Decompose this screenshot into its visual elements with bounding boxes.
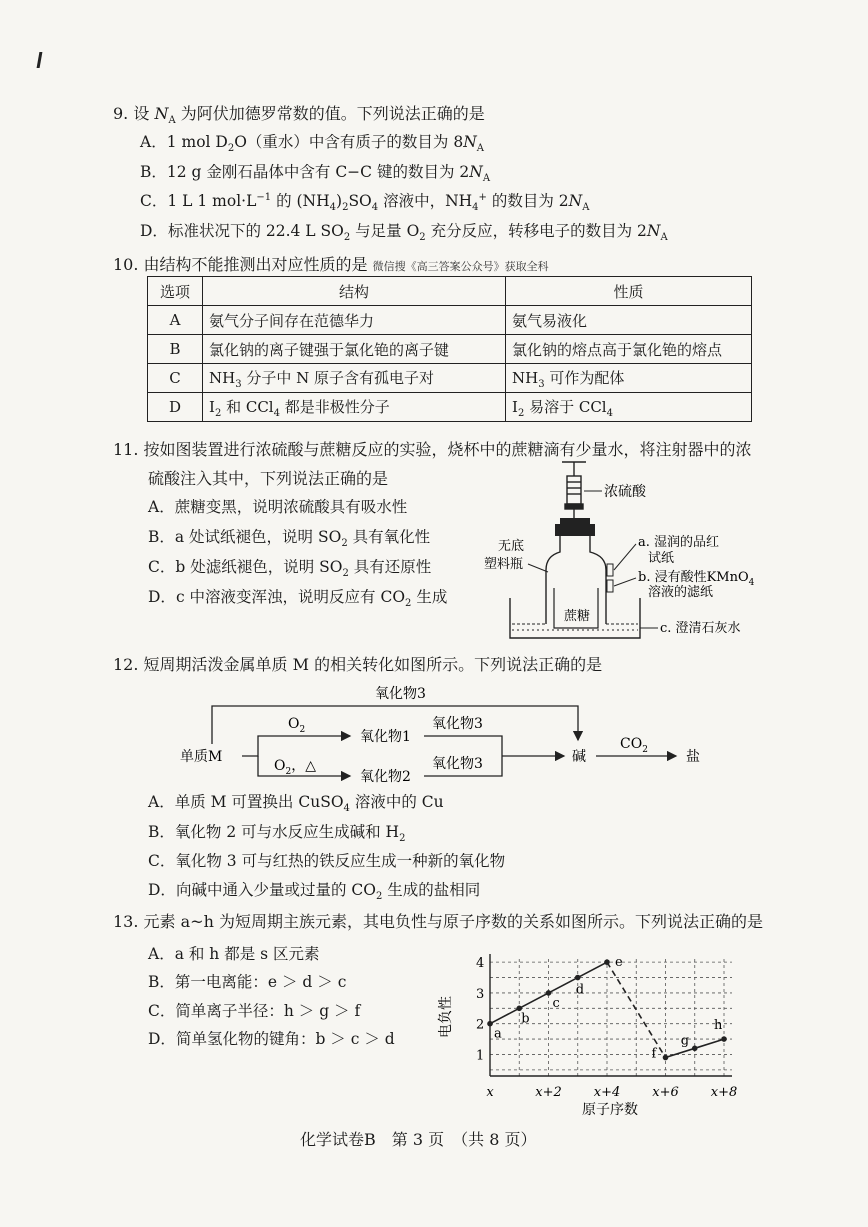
q12-option-b: B．氧化物 2 可与水反应生成碱和 $H_2$ — [148, 823, 406, 845]
paper-a — [607, 564, 613, 576]
row-structure: $I_2$ 和 CCl$_4$ 都是非极性分子 — [203, 393, 506, 422]
q9-option-d: D．标准状况下的 22.4 L $SO_2$ 与足量 $O_2$ 充分反应，转移电子的数目为 $2N_A$ — [140, 222, 668, 244]
series-line — [666, 1048, 695, 1057]
series-line — [549, 978, 578, 993]
header-property: 性质 — [506, 277, 752, 306]
x-tick-label: x — [486, 1085, 494, 1100]
label-c: c. 澄清石灰水 — [660, 621, 741, 636]
x-tick-label: x+8 — [710, 1085, 738, 1100]
label-b-1: b. 浸有酸性KMnO$_4$ — [638, 570, 755, 588]
stopper — [560, 518, 590, 524]
data-point — [546, 990, 552, 996]
data-point — [692, 1046, 698, 1052]
point-label: f — [651, 1046, 657, 1062]
q11-option-c: C．b 处滤纸褪色，说明 $SO_2$ 具有还原性 — [148, 558, 432, 580]
base: 碱 — [572, 749, 586, 765]
x-tick-label: x+2 — [535, 1085, 562, 1100]
row-option: D — [148, 393, 203, 422]
label-b-2: 溶液的滤纸 — [648, 585, 714, 600]
oxide3-lower: 氧化物3 — [432, 756, 483, 772]
point-label: a — [494, 1026, 502, 1042]
syringe-icon — [562, 462, 586, 518]
row-structure: $NH_3$ 分子中 N 原子含有孤电子对 — [203, 364, 506, 393]
q12-conversion-diagram — [170, 682, 730, 790]
q12-option-d: D．向碱中通入少量或过量的 $CO_2$ 生成的盐相同 — [148, 881, 481, 903]
oxide3-upper: 氧化物3 — [432, 716, 483, 732]
q13-option-a: A．a 和 h 都是 s 区元素 — [148, 945, 320, 963]
y-tick-label: 3 — [476, 986, 485, 1002]
q12-option-c: C．氧化物 3 可与红热的铁反应生成一种新的氧化物 — [148, 852, 506, 870]
table-row — [148, 393, 752, 422]
q9-option-c: C．1 L 1 $mol\cdot L^{-1}$ 的 $(NH_4)_2SO_4$ 溶液中，$NH_4^+$ 的数目为 $2N_A$ — [140, 191, 590, 214]
page-footer: 化学试卷B 第 3 页 （共 8 页） — [300, 1130, 537, 1149]
label-a-1: a. 湿润的品红 — [638, 535, 720, 550]
series-line — [519, 993, 548, 1008]
salt: 盐 — [686, 749, 700, 765]
x-tick-label: x+4 — [593, 1085, 621, 1100]
series-line — [578, 962, 607, 977]
o2-heat-label: $O_2$，△ — [274, 758, 316, 777]
q12-option-a: A．单质 M 可置换出 CuSO$_4$ 溶液中的 Cu — [148, 793, 444, 815]
q13-option-b: B．第一电离能：e ＞ d ＞ c — [148, 973, 347, 991]
data-point — [604, 959, 610, 965]
data-point — [663, 1055, 669, 1061]
sugar-label: 蔗糖 — [564, 609, 591, 624]
series-line — [695, 1039, 724, 1048]
table-header-row — [148, 277, 752, 306]
header-option: 选项 — [148, 277, 203, 306]
q10-table — [147, 276, 752, 422]
q11-option-d: D．c 中溶液变浑浊，说明反应有 $CO_2$ 生成 — [148, 588, 448, 610]
x-axis-label: 原子序数 — [582, 1102, 638, 1118]
row-property: 氯化钠的熔点高于氯化铯的熔点 — [506, 335, 752, 364]
data-point — [575, 975, 581, 981]
q11-option-a: A．蔗糖变黑，说明浓硫酸具有吸水性 — [148, 498, 408, 516]
q11-stem-line1: 11. 按如图装置进行浓硫酸与蔗糖反应的实验，烧杯中的蔗糖滴有少量水，将注射器中的浓 — [113, 440, 752, 459]
point-label: e — [615, 955, 623, 971]
table-row — [148, 335, 752, 364]
y-tick-label: 2 — [476, 1017, 485, 1033]
row-option: C — [148, 364, 203, 393]
q9-option-a: A．1 mol $D_2O$（重水）中含有质子的数目为 $8N_A$ — [140, 133, 485, 155]
apparatus-figure — [480, 460, 780, 642]
y-tick-label: 1 — [476, 1048, 485, 1064]
q9-stem: 9. 设 $N_A$ 为阿伏加德罗常数的值。下列说法正确的是 — [113, 104, 485, 127]
x-tick-label: x+6 — [652, 1085, 679, 1100]
top-oxide3: 氧化物3 — [375, 686, 426, 702]
q9-option-b: B．12 g 金刚石晶体中含有 C−C 键的数目为 $2N_A$ — [140, 163, 491, 185]
q13-stem: 13. 元素 a~h 为短周期主族元素，其电负性与原子序数的关系如图所示。下列说法正确的是 — [113, 912, 763, 931]
o2-label: $O_2$ — [288, 716, 306, 735]
y-axis-label: 电负性 — [438, 996, 454, 1038]
point-label: h — [714, 1018, 723, 1034]
row-option: A — [148, 306, 203, 335]
watermark-text: 微信搜《高三答案公众号》获取全科 — [372, 260, 549, 273]
bottle-label-2: 塑料瓶 — [484, 557, 524, 572]
start-m: 单质M — [180, 749, 223, 765]
row-option: B — [148, 335, 203, 364]
q13-option-c: C．简单离子半径：h ＞ g ＞ f — [148, 1002, 361, 1020]
data-point — [516, 1006, 522, 1012]
point-label: g — [680, 1033, 690, 1049]
row-structure: 氯化钠的离子键强于氯化铯的离子键 — [203, 335, 506, 364]
electronegativity-chart — [432, 948, 750, 1120]
point-label: d — [575, 982, 585, 998]
q11-option-b: B．a 处试纸褪色，说明 $SO_2$ 具有氧化性 — [148, 528, 431, 550]
stopper-base — [555, 524, 595, 536]
header-structure: 结构 — [203, 277, 506, 306]
point-label: b — [521, 1011, 530, 1027]
label-a-2: 试纸 — [648, 551, 675, 566]
q11-stem-line2: 硫酸注入其中，下列说法正确的是 — [148, 469, 389, 488]
series-line — [490, 1008, 519, 1023]
q12-stem: 12. 短周期活泼金属单质 M 的相关转化如图所示。下列说法正确的是 — [113, 655, 603, 674]
y-tick-label: 4 — [476, 956, 485, 972]
point-label: c — [552, 995, 560, 1011]
oxide2: 氧化物2 — [360, 769, 411, 785]
table-row — [148, 364, 752, 393]
row-property: $I_2$ 易溶于 CCl$_4$ — [506, 393, 752, 422]
oxide1: 氧化物1 — [360, 729, 411, 745]
co2-label: $CO_2$ — [620, 736, 648, 755]
row-structure: 氨气分子间存在范德华力 — [203, 306, 506, 335]
row-property: $NH_3$ 可作为配体 — [506, 364, 752, 393]
scan-mark — [37, 52, 43, 68]
table-row — [148, 306, 752, 335]
data-point — [721, 1036, 727, 1042]
bottle-label-1: 无底 — [498, 539, 525, 554]
data-point — [487, 1021, 493, 1027]
row-property: 氨气易液化 — [506, 306, 752, 335]
q13-option-d: D．简单氢化物的键角：b ＞ c ＞ d — [148, 1030, 395, 1048]
acid-label: 浓硫酸 — [604, 484, 646, 500]
q10-stem: 10. 由结构不能推测出对应性质的是 微信搜《高三答案公众号》获取全科 — [113, 255, 549, 274]
paper-b — [607, 580, 613, 592]
